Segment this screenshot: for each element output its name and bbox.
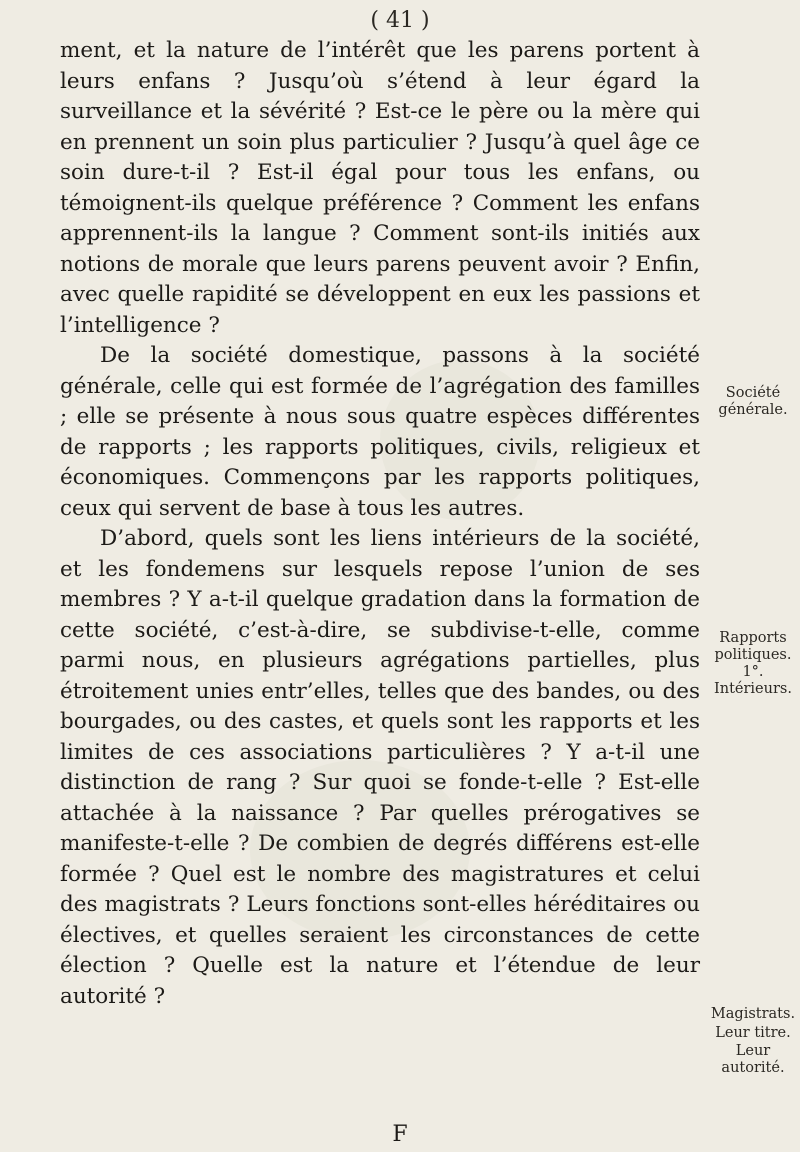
body-text <box>60 36 700 1012</box>
margin-note-magistrats: Magistrats. <box>710 1006 796 1022</box>
margin-note-rapports-politiques: Rapports politiques. <box>714 630 792 663</box>
margin-note-leur-titre: Leur titre. <box>715 1025 791 1041</box>
margin-note-leur-autorite: Leur autorité. <box>721 1043 785 1076</box>
signature-mark: F <box>392 1122 408 1147</box>
margin-note-interieurs: 1°. Intérieurs. <box>714 664 792 697</box>
paragraph-general-society: De la société domestique, passons à la société générale, celle qui est formée de l’agrégation des familles ; elle se présente à nous sous quatre espèces différentes de rapports ; les rapports politiques, civils, religieux et économiques. Commençons par les rapports politiques, ceux qui servent de base à tous les autres. <box>60 343 700 521</box>
page-number: ( 41 ) <box>370 8 430 33</box>
paragraph-political-relations: D’abord, quels sont les liens intérieurs de la société, et les fondemens sur lesquels repose l’union de ses membres ? Y a-t-il quelque gradation dans la formation de cette société, c’est-à-dire, se subdivise-t-elle, comme parmi nous, en plusieurs agrégations partielles, plus étroitement unies entr’elles, telles que des bandes, ou des bourgades, ou des castes, et quels sont les rapports et les limites de ces associations particulières ? Y a-t-il une distinction de rang ? Sur quoi se fonde-t-elle ? Est-elle attachée à la naissance ? Par quelles prérogatives se manifeste-t-elle ? De combien de degrés différens est-elle formée ? Quel est le nombre des magistratures et celui des magistrats ? Leurs fonctions sont-elles héréditaires ou électives, et quelles seraient les circonstances de cette élection ? Quelle est la nature et l’étendue de leur autorité ? <box>60 526 700 1009</box>
margin-note-societe-generale: Société générale. <box>718 385 788 418</box>
paragraph-family: ment, et la nature de l’intérêt que les parens portent à leurs enfans ? Jusqu’où s’étend à leur égard la surveillance et la sévérité ? Est-ce le père ou la mère qui en prennent un soin plus particulier ? Jusqu’à quel âge ce soin dure-t-il ? Est-il égal pour tous les enfans, ou témoignent-ils quelque préférence ? Comment les enfans apprennent-ils la langue ? Comment sont-ils initiés aux notions de morale que leurs parens peuvent avoir ? Enfin, avec quelle rapidité se développent en eux les passions et l’intelligence ? <box>60 38 700 338</box>
